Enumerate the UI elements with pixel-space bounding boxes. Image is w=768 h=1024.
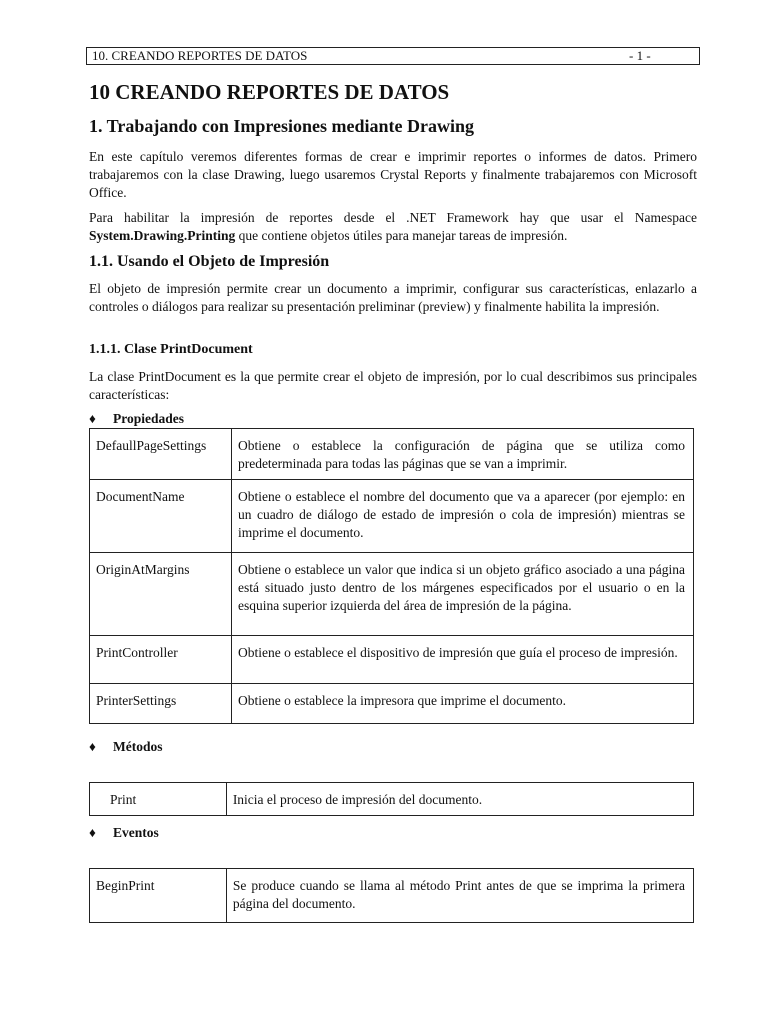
method-description: Inicia el proceso de impresión del documento. [226,783,693,816]
bullet-diamond-icon: ♦ [89,739,96,754]
property-description: Obtiene o establece el dispositivo de impresión que guía el proceso de impresión. [231,636,693,684]
header-title: 10. CREANDO REPORTES DE DATOS [92,48,308,63]
section-1-1-title: 1.1. Usando el Objeto de Impresión [89,253,330,270]
property-name: DefaullPageSettings [90,429,232,480]
namespace-text-before: Para habilitar la impresión de reportes desde el .NET Framework hay que usar el Namespace [89,210,697,225]
table-row [90,553,694,636]
methods-heading [89,739,163,755]
bullet-diamond-icon: ♦ [89,411,96,426]
section-1-1-1-title: 1.1.1. Clase PrintDocument [89,342,253,357]
event-name: BeginPrint [90,869,227,923]
table-row [90,429,694,480]
events-table [89,868,694,923]
table-row [90,869,694,923]
property-description: Obtiene o establece un valor que indica si un objeto gráfico asociado a una página está situado justo dentro de los márgenes especificados por el usuario o en la esquina superior izquierda del área de impresión de la página. [231,553,693,636]
events-label: Eventos [113,825,159,840]
section-1-1-paragraph: El objeto de impresión permite crear un documento a imprimir, configurar sus características, enlazarlo a controles o diálogos para realizar su presentación preliminar (preview) y finalmente habilita la impresión. [89,281,697,314]
intro-paragraph: En este capítulo veremos diferentes formas de crear e imprimir reportes o informes de datos. Primero trabajaremos con la clase Drawing, luego usaremos Crystal Reports y finalmente trabajaremos con Microsoft Office. [89,149,697,200]
property-description: Obtiene o establece la impresora que imprime el documento. [231,684,693,724]
properties-heading [89,411,184,427]
methods-label: Métodos [113,739,163,754]
section-1-1-1-paragraph: La clase PrintDocument es la que permite crear el objeto de impresión, por lo cual describimos sus principales características: [89,369,697,402]
namespace-paragraph [89,209,697,245]
section-1-title: 1. Trabajando con Impresiones mediante Drawing [89,116,475,136]
property-name: PrintController [90,636,232,684]
property-description: Obtiene o establece la configuración de página que se utiliza como predeterminada para todas las páginas que se van a imprimir. [231,429,693,480]
event-description: Se produce cuando se llama al método Print antes de que se imprima la primera página del documento. [226,869,693,923]
property-name: DocumentName [90,480,232,553]
properties-label: Propiedades [113,411,185,426]
method-name: Print [90,783,227,816]
namespace-text-after: que contiene objetos útiles para manejar tareas de impresión. [235,228,568,243]
chapter-title: 10 CREANDO REPORTES DE DATOS [89,80,450,104]
page-header [86,47,700,65]
table-row [90,783,694,816]
property-name: OriginAtMargins [90,553,232,636]
page-number: - 1 - [629,48,651,63]
properties-table [89,428,694,724]
bullet-diamond-icon: ♦ [89,825,96,840]
methods-table [89,782,694,816]
property-description: Obtiene o establece el nombre del documento que va a aparecer (por ejemplo: en un cuadro de diálogo de estado de impresión o cola de impresión) mientras se imprime el documento. [231,480,693,553]
namespace-name: System.Drawing.Printing [89,228,236,243]
table-row [90,636,694,684]
table-row [90,480,694,553]
events-heading [89,825,159,841]
property-name: PrinterSettings [90,684,232,724]
table-row [90,684,694,724]
